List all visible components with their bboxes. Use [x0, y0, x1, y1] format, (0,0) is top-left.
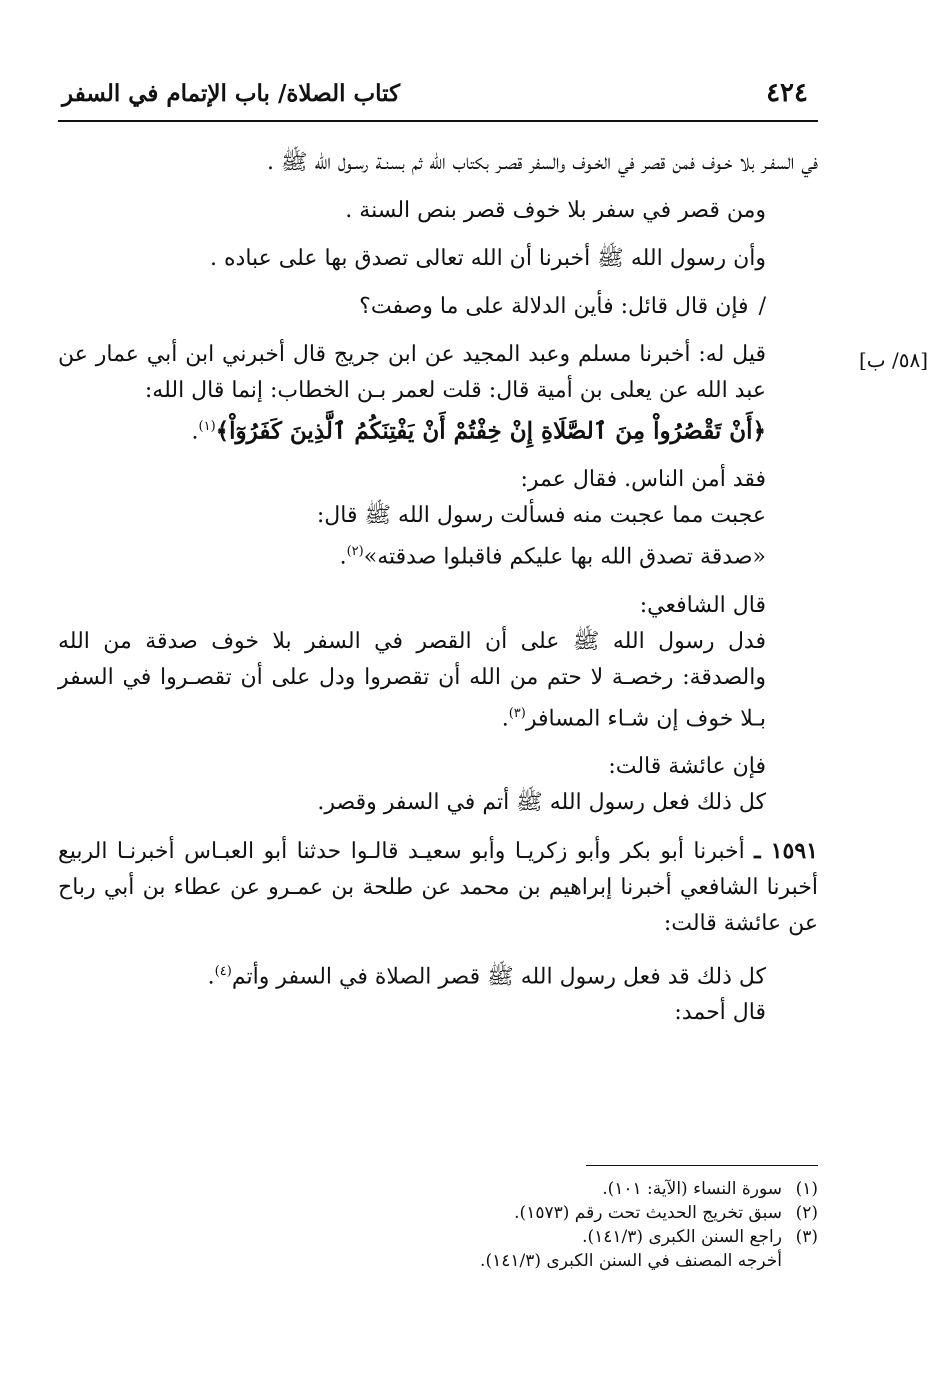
paragraph-text: كل ذلك قد فعل رسول الله ﷺ قصر الصلاة في السفر وأتم	[231, 964, 766, 990]
paragraph: فدل رسول الله ﷺ على أن القصر في السفر بلا خوف صدقة من الله والصدقة: رخصـة لا حتم من الله أن تقصروا ودل على أن تقصـروا في السفر بـلا خوف إن شـاء المسافر$^{(٣)}$.	[58, 628, 766, 731]
paragraph: في السفـر بلا خـوف فمن قصر في الخـوف والسفر قصـر بكتاب الله ثم بسنـة رسـول الله ﷺ .	[266, 150, 818, 175]
paragraph: عجبت مما عجبت منه فسألت رسول الله ﷺ قال:	[316, 503, 766, 529]
chapter-title: كتاب الصلاة/ باب الإتمام في السفر	[62, 80, 401, 107]
quran-paragraph: ﴿أَنْ تَقْصُرُواْ مِنَ ٱلصَّلَاةِ إِنْ خِفْتُمْ أَنْ يَفْتِنَكُمُ ٱلَّذِينَ كَفَرُوٓاْ﴾$^{(١)}$.	[191, 417, 766, 445]
paragraph: ومن قصر في سفر بلا خوف قصر بنص السنة .	[345, 198, 766, 223]
footnote-text: سبق تخريج الحديث تحت رقم (١٥٧٣).	[514, 1203, 782, 1223]
manuscript-folio-note: [٥٨/ ب]	[858, 348, 928, 372]
footnote-ref: (١)	[198, 419, 216, 434]
footnote-rule	[586, 1165, 818, 1166]
folio-marker: /	[758, 294, 766, 319]
footnote-number: (٢)	[795, 1203, 818, 1223]
hadith-number: ١٥٩١ ـ	[754, 837, 818, 864]
paragraph: قال الشافعي:	[639, 592, 766, 618]
hadith-quote: «صدقة تصدق الله بها عليكم فاقبلوا صدقته»	[363, 544, 766, 570]
footnotes	[200, 1177, 818, 1273]
footnote	[200, 1201, 818, 1225]
footnote-continuation: أخرجه المصنف في السنن الكبرى (١٤١/٣).	[480, 1251, 782, 1271]
paragraph: وأن رسول الله ﷺ أخبرنا أن الله تعالى تصدق بها على عباده .	[210, 246, 766, 271]
paragraph-text: فدل رسول الله ﷺ على أن القصر في السفر بلا خوف صدقة من الله والصدقة: رخصـة لا حتم من الله أن تقصروا ودل على أن تقصـروا في السفر بـلا خوف إن شـاء المسافر	[58, 628, 766, 731]
footnote	[200, 1225, 818, 1249]
paragraph: فقد أمن الناس. فقال عمر:	[520, 467, 766, 493]
footnote-number: (٣)	[795, 1227, 818, 1247]
header-rule	[58, 120, 818, 122]
quran-verse: ﴿أَنْ تَقْصُرُواْ مِنَ ٱلصَّلَاةِ إِنْ خِفْتُمْ أَنْ يَفْتِنَكُمُ ٱلَّذِينَ كَفَرُوٓاْ﴾	[215, 417, 766, 445]
paragraph	[58, 289, 818, 325]
running-header	[58, 76, 818, 116]
paragraph: قال أحمد:	[674, 1000, 766, 1026]
hadith-entry	[58, 833, 818, 942]
hadith-paragraph: «صدقة تصدق الله بها عليكم فاقبلوا صدقته»$^{(٢)}$.	[339, 544, 766, 570]
footnote-text: راجع السنن الكبرى (١٤١/٣).	[582, 1227, 782, 1247]
paragraph: قيل له: أخبرنا مسلم وعبد المجيد عن ابن جريج قال أخبرني ابن أبي عمار عن عبد الله عن يعلى بن أمية قال: قلت لعمر بـن الخطاب: إنما قال الله:	[58, 342, 766, 403]
paragraph: كل ذلك قد فعل رسول الله ﷺ قصر الصلاة في السفر وأتم$^{(٤)}$.	[207, 963, 766, 990]
question-text: فإن قال قائل: فأين الدلالة على ما وصفت؟	[359, 294, 749, 319]
footnote-ref: (٣)	[508, 705, 526, 721]
footnote-number: (١)	[795, 1179, 818, 1199]
main-text	[58, 145, 818, 1031]
page-number: ٤٢٤	[766, 78, 808, 108]
paragraph: فإن عائشة قالت:	[608, 753, 766, 779]
hadith-isnad: أخبرنا أبو بكر وأبو زكريـا وأبو سعيـد قالـوا حدثنا أبو العبـاس أخبرنـا الربيع أخبرنا الشافعي أخبرنا إبراهيم بن محمد عن طلحة بن عمـرو عن عطاء بن أبي رباح عن عائشة قالت:	[58, 838, 818, 936]
footnote-ref: (٢)	[346, 544, 364, 560]
footnote-ref: (٤)	[214, 963, 232, 979]
footnote	[200, 1177, 818, 1201]
paragraph: كل ذلك فعل رسول الله ﷺ أتم في السفر وقصر.	[317, 789, 766, 815]
footnote-text: سورة النساء (الآية: ١٠١).	[602, 1179, 782, 1199]
